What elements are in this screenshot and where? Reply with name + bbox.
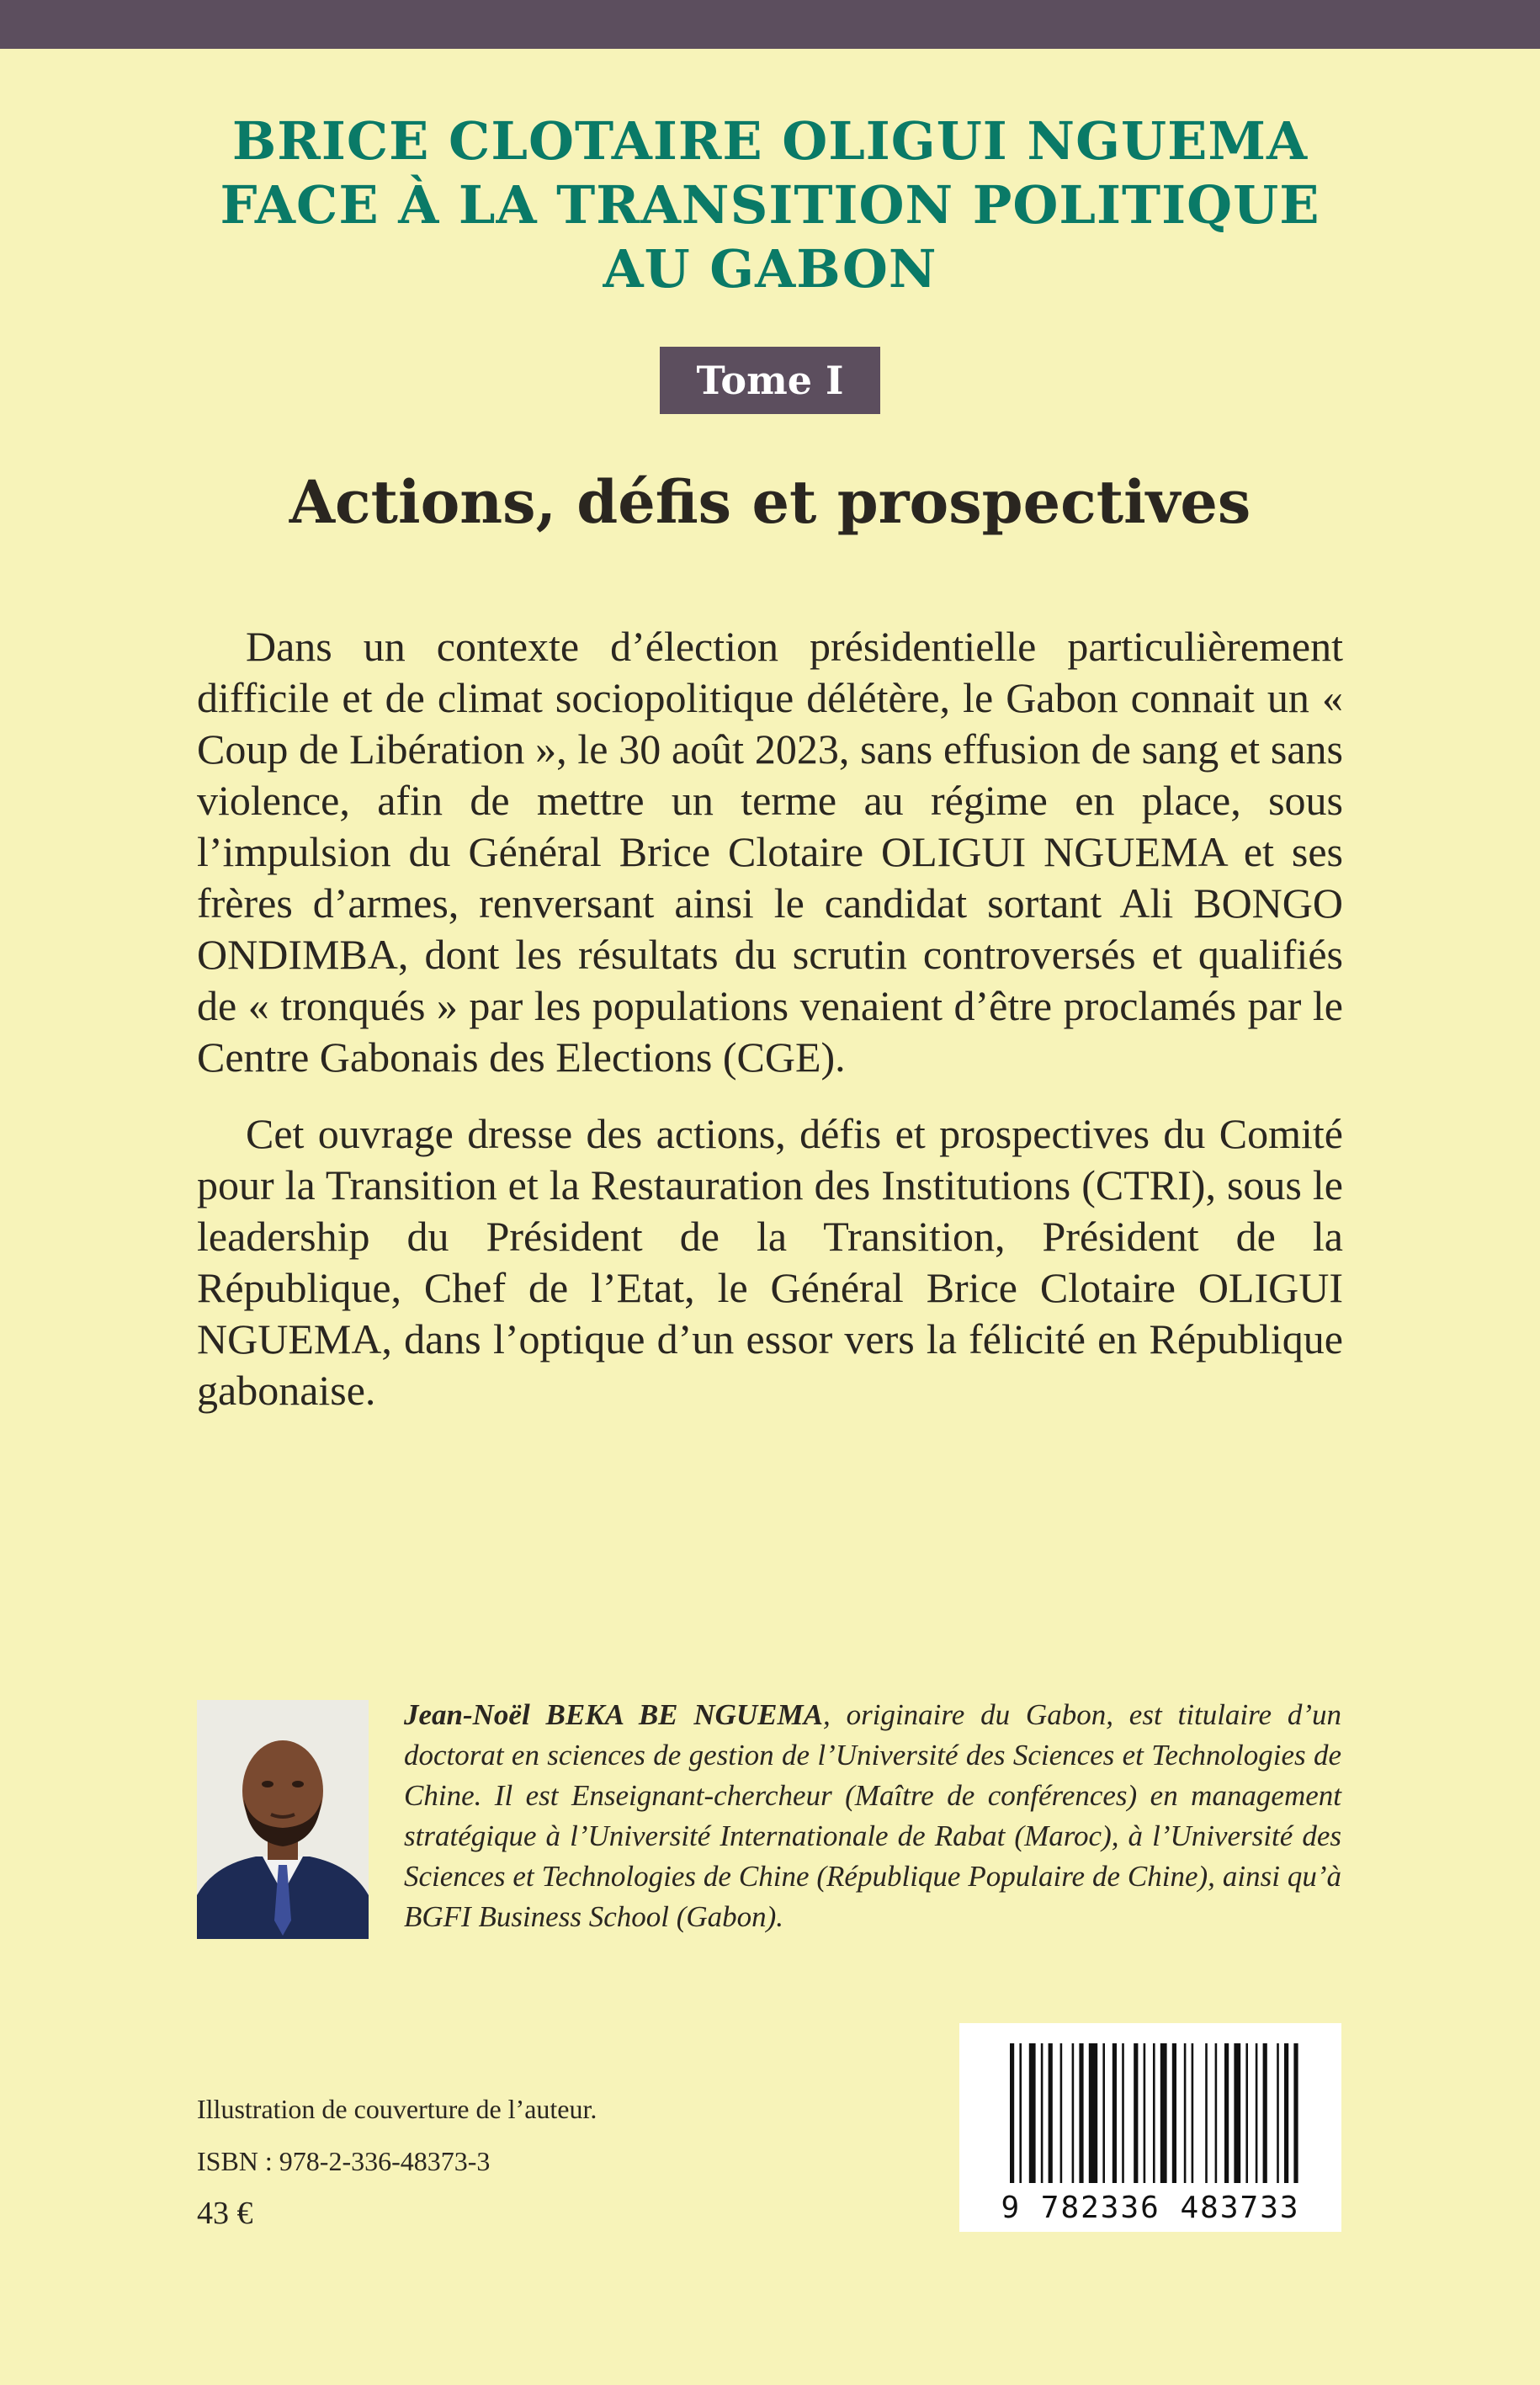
author-bio — [404, 1695, 1341, 1937]
barcode — [959, 2023, 1341, 2232]
barcode-bar — [1160, 2043, 1167, 2183]
barcode-bar — [1256, 2043, 1258, 2183]
barcode-bar — [1079, 2043, 1083, 2183]
barcode-bar — [1184, 2043, 1187, 2183]
barcode-bar — [1245, 2043, 1248, 2183]
author-name: Jean-Noël BEKA BE NGUEMA — [404, 1698, 823, 1731]
title-line-1: BRICE CLOTAIRE OLIGUI NGUEMA — [231, 110, 1309, 172]
barcode-bar — [1205, 2043, 1208, 2183]
price: 43 € — [197, 2196, 253, 2231]
barcode-digits: 9 782336 483733 — [1001, 2191, 1300, 2225]
barcode-bar — [1019, 2043, 1022, 2183]
barcode-bar — [1293, 2043, 1298, 2183]
book-subtitle: Actions, défis et prospectives — [289, 467, 1251, 537]
barcode-bar — [1049, 2043, 1053, 2183]
author-portrait-image — [197, 1700, 369, 1939]
barcode-bar — [1277, 2043, 1279, 2183]
barcode-bar — [1263, 2043, 1267, 2183]
barcode-bar — [1029, 2043, 1036, 2183]
barcode-bar — [1224, 2043, 1229, 2183]
credits — [197, 2092, 954, 2249]
barcode-bar — [1153, 2043, 1155, 2183]
barcode-bar — [1113, 2043, 1117, 2183]
barcode-bar — [1172, 2043, 1176, 2183]
barcode-bar — [1192, 2043, 1194, 2183]
barcode-bar — [1089, 2043, 1097, 2183]
author-bio-text: , originaire du Gabon, est titulaire d’un doctorat en sciences de gestion de l’Université des Sciences et Technologies de Chine. Il est Enseignant-chercheur (Maître de conférences) en management stratégique à l’Université Internationale de Rabat (Maroc), à l’Université des Sciences et Technologies de Chine (République Populaire de Chine), ainsi qu’à BGFI Business School (Gabon). — [404, 1698, 1341, 1933]
summary-paragraph-1: Dans un contexte d’élection présidentielle particulièrement difficile et de climat sociopolitique délétère, le Gabon connait un « Coup de Libération », le 30 août 2023, sans effusion de sang et sans violence, afin de mettre un terme au régime en place, sous l’impulsion du Général Brice Clotaire OLIGUI NGUEMA et ses frères d’armes, renversant ainsi le candidat sortant Ali BONGO ONDIMBA, dont les résultats du scrutin controversés et qualifiés de « tronqués » par les populations venaient d’être proclamés par le Centre Gabonais des Elections (CGE). — [197, 623, 1343, 1081]
title-line-3: AU GABON — [603, 238, 937, 300]
top-color-band — [0, 0, 1540, 49]
title-line-2: FACE À LA TRANSITION POLITIQUE — [220, 174, 1320, 236]
tome-badge: Tome I — [660, 347, 880, 414]
barcode-bar — [1122, 2043, 1124, 2183]
summary-text — [197, 621, 1343, 1442]
illustration-credit: Illustration de couverture de l’auteur. — [197, 2094, 597, 2124]
barcode-bar — [1060, 2043, 1063, 2183]
barcode-bar — [1072, 2043, 1075, 2183]
barcode-bar — [1234, 2043, 1240, 2183]
isbn: ISBN : 978-2-336-48373-3 — [197, 2146, 491, 2176]
barcode-bar — [1215, 2043, 1218, 2183]
barcode-bar — [1102, 2043, 1105, 2183]
summary-paragraph-2: Cet ouvrage dresse des actions, défis et prospectives du Comité pour la Transition et la Restauration des Institutions (CTRI), sous le leadership du Président de la Transition, Président de la République, Chef de l’Etat, le Général Brice Clotaire OLIGUI NGUEMA, dans l’optique d’un essor vers la félicité en République gabonaise. — [197, 1110, 1343, 1414]
barcode-bar — [1041, 2043, 1043, 2183]
barcode-bar — [1134, 2043, 1138, 2183]
barcode-bar — [1010, 2043, 1014, 2183]
barcode-bar — [1284, 2043, 1288, 2183]
author-photo — [197, 1700, 369, 1939]
barcode-bar — [1144, 2043, 1146, 2183]
book-title — [0, 109, 1540, 301]
